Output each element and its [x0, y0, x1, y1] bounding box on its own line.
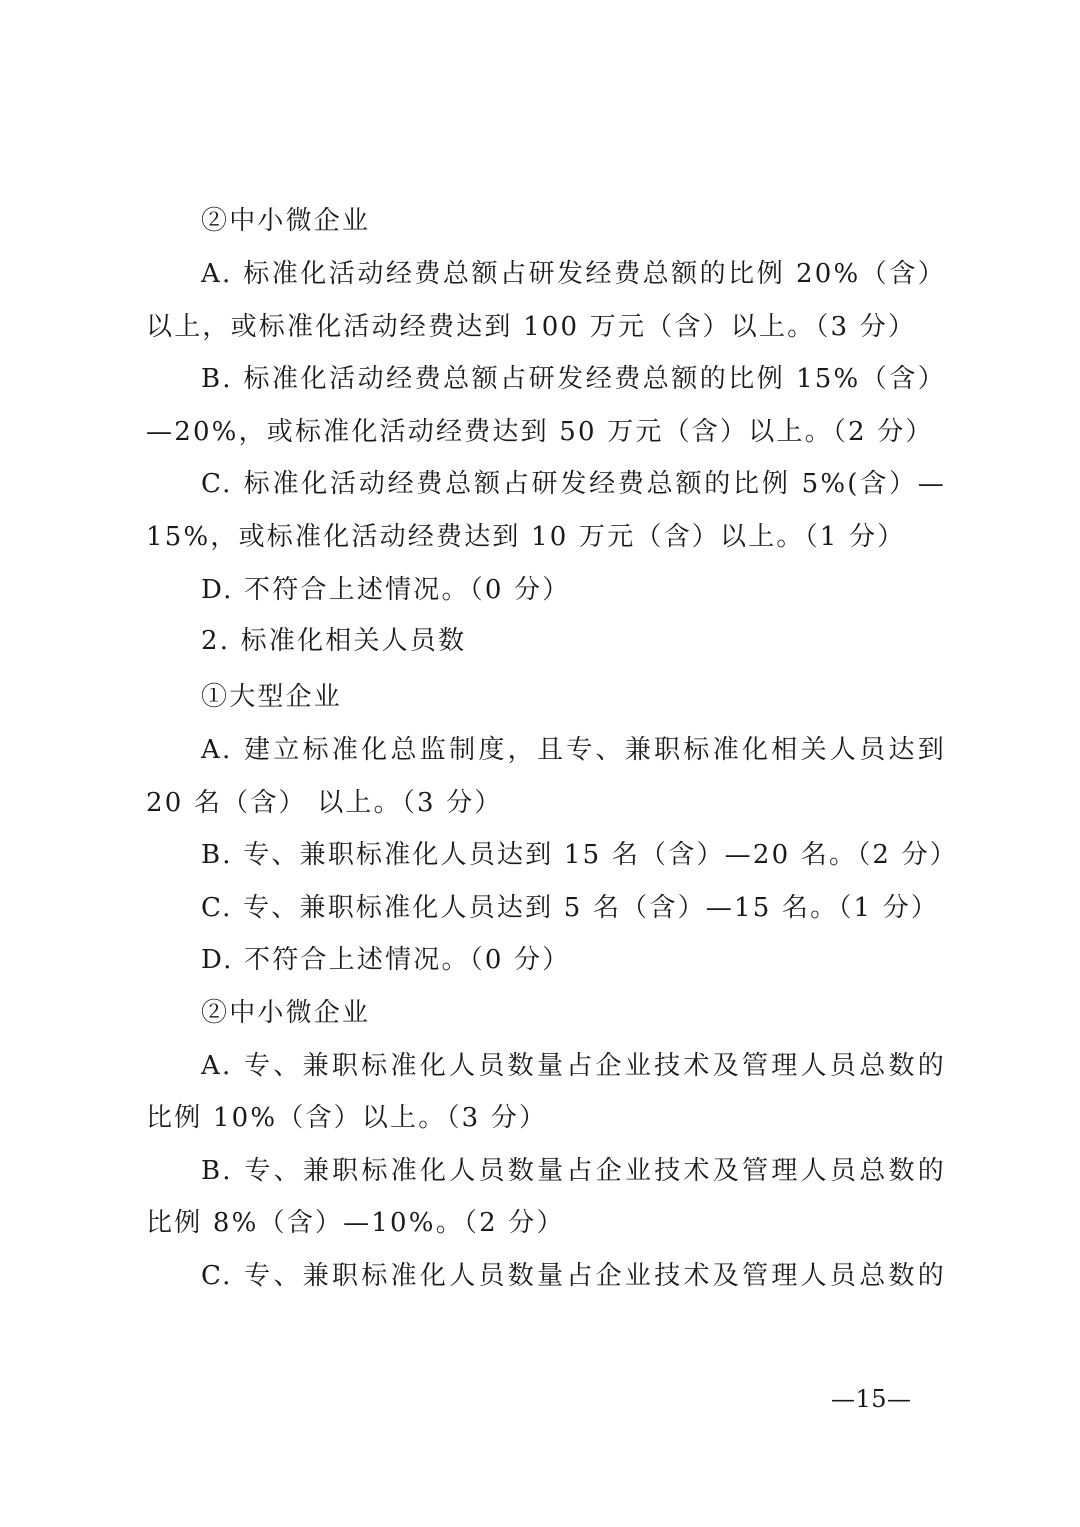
staff-large-c: C. 专、兼职标准化人员达到 5 名（含）—15 名。（1 分） — [201, 893, 940, 923]
item-c-line-2: 15%，或标准化活动经费达到 10 万元（含）以上。（1 分） — [146, 522, 906, 552]
item-c-line-1: C. 标准化活动经费总额占研发经费总额的比例 5%(含）— — [201, 469, 946, 499]
subsection-heading-sme-staff: ②中小微企业 — [201, 998, 371, 1028]
page-number: —15— — [831, 1385, 912, 1413]
subsection-heading-sme: ②中小微企业 — [201, 206, 371, 236]
item-a-line-1: A. 标准化活动经费总额占研发经费总额的比例 20%（含） — [201, 259, 946, 289]
section-heading-staff: 2. 标准化相关人员数 — [201, 626, 467, 656]
item-d: D. 不符合上述情况。（0 分） — [201, 575, 571, 605]
staff-sme-b-line-1: B. 专、兼职标准化人员数量占企业技术及管理人员总数的 — [201, 1156, 946, 1186]
staff-sme-c-line-1: C. 专、兼职标准化人员数量占企业技术及管理人员总数的 — [201, 1261, 946, 1291]
subsection-heading-large: ①大型企业 — [201, 682, 343, 712]
staff-large-b: B. 专、兼职标准化人员达到 15 名（含）—20 名。（2 分） — [201, 840, 959, 870]
staff-large-a-line-2: 20 名（含） 以上。（3 分） — [146, 788, 503, 818]
staff-sme-a-line-2: 比例 10%（含）以上。（3 分） — [146, 1103, 548, 1133]
item-a-line-2: 以上，或标准化活动经费达到 100 万元（含）以上。（3 分） — [146, 312, 917, 342]
staff-large-d: D. 不符合上述情况。（0 分） — [201, 945, 571, 975]
staff-sme-b-line-2: 比例 8%（含）—10%。（2 分） — [146, 1208, 565, 1238]
item-b-line-2: —20%，或标准化活动经费达到 50 万元（含）以上。（2 分） — [146, 417, 934, 447]
item-b-line-1: B. 标准化活动经费总额占研发经费总额的比例 15%（含） — [201, 364, 946, 394]
staff-sme-a-line-1: A. 专、兼职标准化人员数量占企业技术及管理人员总数的 — [201, 1051, 946, 1081]
staff-large-a-line-1: A. 建立标准化总监制度，且专、兼职标准化相关人员达到 — [201, 735, 946, 765]
